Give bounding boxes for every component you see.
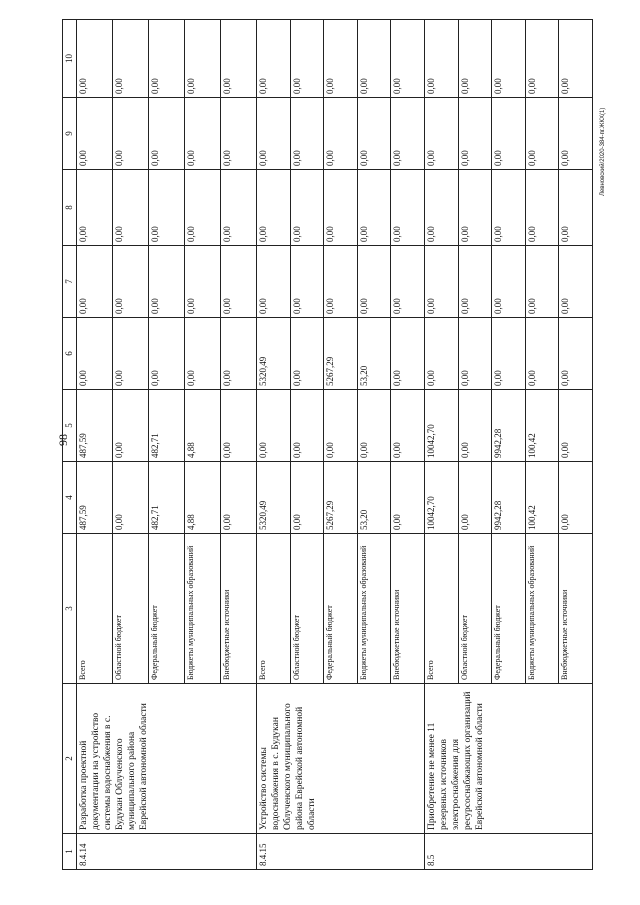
value-cell: 0,00 [113, 462, 149, 534]
value-cell: 0,00 [77, 318, 113, 390]
value-cell: 0,00 [391, 170, 425, 246]
value-cell: 0,00 [458, 20, 492, 98]
funding-source: Бюджеты муниципальных образований [525, 534, 559, 684]
value-cell: 0,00 [290, 20, 324, 98]
col-header: 7 [63, 246, 77, 318]
value-cell: 5320,49 [257, 318, 291, 390]
value-cell: 0,00 [559, 98, 593, 170]
funding-source: Бюджеты муниципальных образований [357, 534, 391, 684]
value-cell: 0,00 [149, 98, 185, 170]
value-cell: 0,00 [324, 20, 358, 98]
value-cell: 0,00 [357, 170, 391, 246]
value-cell: 0,00 [185, 20, 221, 98]
value-cell: 482,71 [149, 390, 185, 462]
value-cell: 0,00 [221, 390, 257, 462]
value-cell: 0,00 [324, 98, 358, 170]
value-cell: 5320,49 [257, 462, 291, 534]
value-cell: 0,00 [221, 318, 257, 390]
value-cell: 0,00 [458, 170, 492, 246]
value-cell: 0,00 [290, 318, 324, 390]
funding-source: Областной бюджет [113, 534, 149, 684]
item-description: Приобретение не менее 11 резервных источников электроснабжения для ресурсоснабжающих организаций Еврейской автономной области [424, 684, 592, 834]
value-cell: 0,00 [185, 170, 221, 246]
value-cell: 0,00 [324, 390, 358, 462]
value-cell: 0,00 [257, 20, 291, 98]
value-cell: 0,00 [525, 246, 559, 318]
funding-source: Всего [77, 534, 113, 684]
col-header: 1 [63, 834, 77, 870]
value-cell: 0,00 [357, 20, 391, 98]
value-cell: 0,00 [290, 390, 324, 462]
value-cell: 0,00 [113, 20, 149, 98]
value-cell: 10042,70 [424, 462, 458, 534]
value-cell: 0,00 [113, 98, 149, 170]
funding-source: Бюджеты муниципальных образований [185, 534, 221, 684]
value-cell: 0,00 [492, 170, 526, 246]
value-cell: 100,42 [525, 390, 559, 462]
value-cell: 0,00 [458, 462, 492, 534]
value-cell: 100,42 [525, 462, 559, 534]
value-cell: 0,00 [221, 170, 257, 246]
value-cell: 0,00 [290, 98, 324, 170]
table-row [424, 20, 458, 870]
value-cell: 4,88 [185, 390, 221, 462]
value-cell: 0,00 [221, 20, 257, 98]
value-cell: 0,00 [357, 98, 391, 170]
funding-source: Всего [257, 534, 291, 684]
value-cell: 0,00 [149, 318, 185, 390]
col-header: 8 [63, 170, 77, 246]
value-cell: 0,00 [492, 246, 526, 318]
value-cell: 0,00 [559, 246, 593, 318]
col-header: 9 [63, 98, 77, 170]
funding-source: Областной бюджет [458, 534, 492, 684]
value-cell: 0,00 [458, 318, 492, 390]
value-cell: 0,00 [492, 318, 526, 390]
value-cell: 0,00 [391, 98, 425, 170]
col-header: 2 [63, 684, 77, 834]
value-cell: 0,00 [113, 390, 149, 462]
item-number: 8.4.14 [77, 834, 257, 870]
value-cell: 0,00 [391, 318, 425, 390]
value-cell: 0,00 [424, 98, 458, 170]
value-cell: 9942,28 [492, 462, 526, 534]
value-cell: 0,00 [221, 462, 257, 534]
value-cell: 0,00 [458, 390, 492, 462]
col-header: 5 [63, 390, 77, 462]
funding-source: Внебюджетные источники [391, 534, 425, 684]
value-cell: 5267,29 [324, 318, 358, 390]
page-number: 98 [56, 434, 70, 446]
value-cell: 0,00 [357, 390, 391, 462]
funding-source: Федеральный бюджет [324, 534, 358, 684]
value-cell: 0,00 [559, 462, 593, 534]
value-cell: 0,00 [149, 170, 185, 246]
value-cell: 0,00 [149, 246, 185, 318]
value-cell: 0,00 [324, 246, 358, 318]
value-cell: 0,00 [113, 170, 149, 246]
funding-source: Внебюджетные источники [559, 534, 593, 684]
item-description: Устройство системы водоснабжения в с. Будукан Облученского муниципального района Еврейской автономной области [257, 684, 425, 834]
value-cell: 0,00 [221, 246, 257, 318]
value-cell: 0,00 [525, 98, 559, 170]
value-cell: 0,00 [257, 98, 291, 170]
value-cell: 0,00 [492, 20, 526, 98]
col-header: 10 [63, 20, 77, 98]
col-header: 6 [63, 318, 77, 390]
funding-source: Федеральный бюджет [492, 534, 526, 684]
value-cell: 0,00 [185, 246, 221, 318]
side-code: Левновский/2020-384-пг.ЖКХ(1) [600, 107, 606, 196]
value-cell: 5267,29 [324, 462, 358, 534]
value-cell: 0,00 [257, 390, 291, 462]
value-cell: 0,00 [424, 246, 458, 318]
value-cell: 0,00 [559, 318, 593, 390]
item-description: Разработка проектной документации на устройство системы водоснабжения в с. Будукан Облученского муниципального района Еврейской автономной области [77, 684, 257, 834]
value-cell: 0,00 [458, 98, 492, 170]
value-cell: 0,00 [257, 170, 291, 246]
funding-source: Всего [424, 534, 458, 684]
value-cell: 0,00 [458, 246, 492, 318]
value-cell: 0,00 [149, 20, 185, 98]
value-cell: 9942,28 [492, 390, 526, 462]
funding-source: Внебюджетные источники [221, 534, 257, 684]
value-cell: 53,20 [357, 318, 391, 390]
funding-source: Областной бюджет [290, 534, 324, 684]
item-number: 8.4.15 [257, 834, 425, 870]
value-cell: 0,00 [113, 318, 149, 390]
value-cell: 487,59 [77, 462, 113, 534]
value-cell: 482,71 [149, 462, 185, 534]
value-cell: 0,00 [492, 98, 526, 170]
value-cell: 53,20 [357, 462, 391, 534]
item-number: 8.5 [424, 834, 592, 870]
value-cell: 0,00 [391, 390, 425, 462]
value-cell: 0,00 [424, 20, 458, 98]
value-cell: 0,00 [525, 170, 559, 246]
value-cell: 0,00 [525, 20, 559, 98]
value-cell: 0,00 [77, 98, 113, 170]
value-cell: 0,00 [525, 318, 559, 390]
value-cell: 10042,70 [424, 390, 458, 462]
value-cell: 0,00 [391, 246, 425, 318]
value-cell: 0,00 [290, 462, 324, 534]
value-cell: 0,00 [77, 20, 113, 98]
value-cell: 4,88 [185, 462, 221, 534]
value-cell: 0,00 [77, 170, 113, 246]
value-cell: 0,00 [559, 20, 593, 98]
value-cell: 0,00 [221, 98, 257, 170]
value-cell: 0,00 [391, 462, 425, 534]
col-header: 4 [63, 462, 77, 534]
budget-table [62, 19, 593, 870]
rotated-table-container [62, 20, 593, 870]
table-row [257, 20, 291, 870]
value-cell: 0,00 [424, 318, 458, 390]
value-cell: 0,00 [559, 390, 593, 462]
table-row [77, 20, 113, 870]
value-cell: 0,00 [290, 246, 324, 318]
value-cell: 0,00 [185, 98, 221, 170]
value-cell: 0,00 [357, 246, 391, 318]
value-cell: 0,00 [77, 246, 113, 318]
header-row [63, 20, 77, 870]
value-cell: 0,00 [424, 170, 458, 246]
value-cell: 0,00 [559, 170, 593, 246]
value-cell: 0,00 [113, 246, 149, 318]
value-cell: 0,00 [257, 246, 291, 318]
value-cell: 487,59 [77, 390, 113, 462]
value-cell: 0,00 [324, 170, 358, 246]
funding-source: Федеральный бюджет [149, 534, 185, 684]
value-cell: 0,00 [290, 170, 324, 246]
value-cell: 0,00 [391, 20, 425, 98]
col-header: 3 [63, 534, 77, 684]
value-cell: 0,00 [185, 318, 221, 390]
